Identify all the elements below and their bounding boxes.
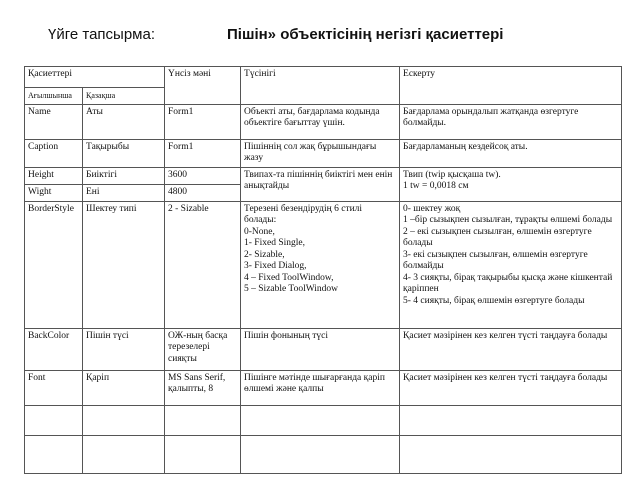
cell-kazakh: Пішін түсі — [83, 328, 165, 370]
table-row — [25, 201, 622, 328]
cell-note-height-width: Твип (twip қысқаша tw). 1 tw = 0,0018 см — [400, 167, 622, 201]
cell-kazakh: Қаріп — [83, 370, 165, 405]
cell-english: Name — [25, 104, 83, 139]
header-english-name: Ағылшынша — [25, 88, 83, 105]
homework-label: Үйге тапсырма: — [48, 26, 155, 43]
table-row — [25, 167, 622, 184]
cell-note: 0- шектеу жоқ 1 –бір сызықпен сызылған, тұрақты өлшемі болады 2 – екі сызықпен сызылған, өлшемін өзгертуге болады 3- екі сызықпен сызылған, өлшемін өзгертуге болмайды 4- 3 сияқты, бірақ тақырыбы қысқа және кішкентай қаріппен 5- 4 сияқты, бірақ өлшемін өзгертуге болады — [400, 201, 622, 328]
table-row — [25, 328, 622, 370]
cell-english: Wight — [25, 184, 83, 201]
cell-default: Form1 — [165, 139, 241, 167]
homework-header — [0, 26, 640, 50]
cell-default: 4800 — [165, 184, 241, 201]
cell-note: Қасиет мәзірінен кез келген түсті таңдауға болады — [400, 328, 622, 370]
cell-english: Caption — [25, 139, 83, 167]
cell-meaning: Терезені безендірудің 6 стилі болады: 0-None, 1- Fixed Single, 2- Sizable, 3- Fixed Dialog, 4 – Fixed ToolWindow, 5 – Sizable ToolWindow — [241, 201, 400, 328]
cell-kazakh: Шектеу типі — [83, 201, 165, 328]
table-row-empty — [25, 435, 622, 473]
cell-english: Font — [25, 370, 83, 405]
cell-meaning: Пішіннің сол жақ бұрышындағы жазу — [241, 139, 400, 167]
cell-english: Height — [25, 167, 83, 184]
cell-default: MS Sans Serif, қалыпты, 8 — [165, 370, 241, 405]
cell-note: Бағдарламаның кездейсоқ аты. — [400, 139, 622, 167]
header-note: Ескерту — [400, 67, 622, 105]
properties-table — [24, 66, 622, 474]
homework-title: Пішін» объектісінің негізгі қасиеттері — [227, 26, 504, 43]
table-row — [25, 370, 622, 405]
cell-note: Қасиет мәзірінен кез келген түсті таңдауға болады — [400, 370, 622, 405]
cell-meaning: Пішінге мәтінде шығарғанда қаріп өлшемі және қалпы — [241, 370, 400, 405]
table-row — [25, 139, 622, 167]
cell-meaning: Объекті аты, бағдарлама кодында объектіге бағыттау үшін. — [241, 104, 400, 139]
cell-kazakh: Аты — [83, 104, 165, 139]
header-default-value: Үнсіз мәні — [165, 67, 241, 105]
cell-default: ОЖ-ның басқа терезелері сияқты — [165, 328, 241, 370]
cell-note: Бағдарлама орындалып жатқанда өзгертуге болмайды. — [400, 104, 622, 139]
cell-default: Form1 — [165, 104, 241, 139]
header-properties: Қасиеттері — [25, 67, 165, 88]
cell-default: 2 - Sizable — [165, 201, 241, 328]
cell-english: BorderStyle — [25, 201, 83, 328]
cell-meaning: Пішін фонының түсі — [241, 328, 400, 370]
cell-kazakh: Ені — [83, 184, 165, 201]
table-row — [25, 104, 622, 139]
cell-meaning-height-width: Твипах-та пішіннің биіктігі мен енін анықтайды — [241, 167, 400, 201]
header-row — [25, 67, 622, 88]
table-row-empty — [25, 405, 622, 435]
header-kazakh-name: Қазақша — [83, 88, 165, 105]
cell-kazakh: Тақырыбы — [83, 139, 165, 167]
cell-kazakh: Биіктігі — [83, 167, 165, 184]
header-meaning: Түсінігі — [241, 67, 400, 105]
cell-english: BackColor — [25, 328, 83, 370]
cell-default: 3600 — [165, 167, 241, 184]
